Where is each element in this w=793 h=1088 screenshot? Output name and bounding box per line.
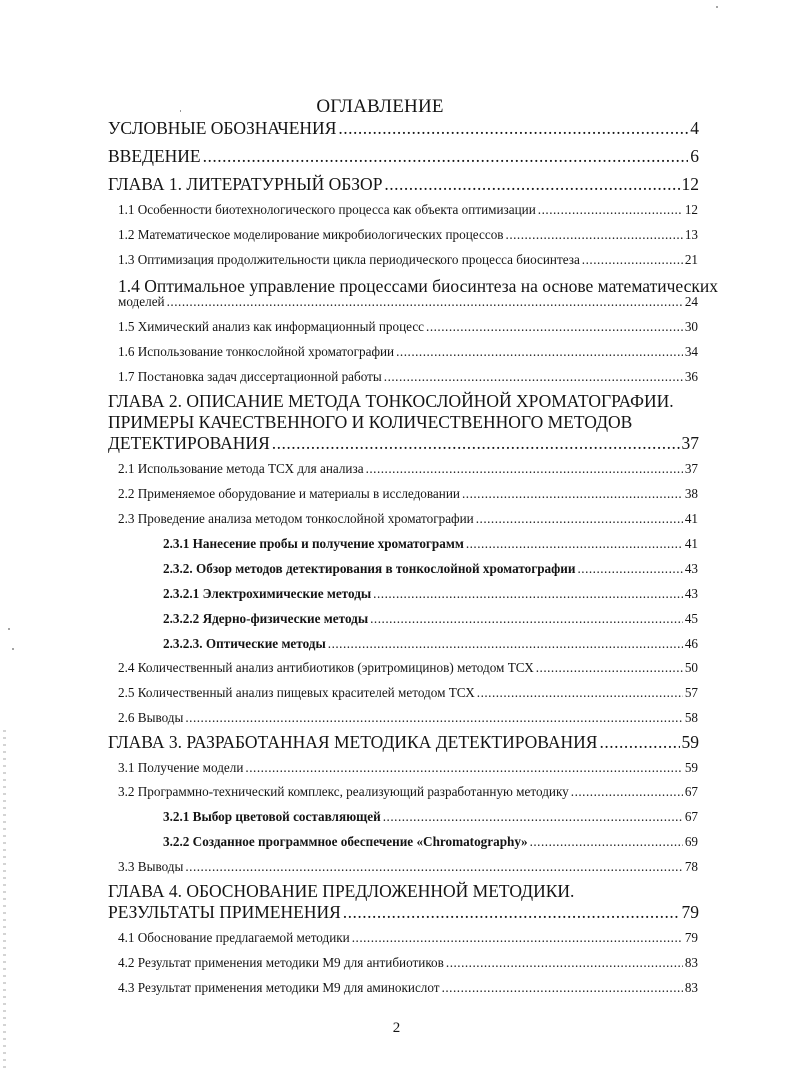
toc-section-1-7[interactable] xyxy=(118,369,698,385)
dot-leader xyxy=(538,202,683,218)
toc-page-number: 45 xyxy=(684,611,698,626)
dot-leader xyxy=(462,486,683,502)
dot-leader xyxy=(366,461,683,477)
toc-page-number: 79 xyxy=(681,902,699,922)
toc-chapter-2-line2[interactable]: ПРИМЕРЫ КАЧЕСТВЕННОГО И КОЛИЧЕСТВЕННОГО МЕТОДОВ xyxy=(108,412,633,432)
toc-section-1-4[interactable] xyxy=(118,294,698,310)
toc-section-2-3[interactable] xyxy=(118,511,698,527)
dot-leader xyxy=(442,980,683,996)
toc-page-number: 78 xyxy=(684,859,698,874)
toc-page-number: 83 xyxy=(684,955,698,970)
toc-page-number: 37 xyxy=(684,461,698,476)
toc-chapter-2-line1[interactable]: ГЛАВА 2. ОПИСАНИЕ МЕТОДА ТОНКОСЛОЙНОЙ ХРОМАТОГРАФИИ. xyxy=(108,391,674,411)
toc-section-4-3[interactable] xyxy=(118,980,698,996)
scan-speck xyxy=(716,6,718,8)
dot-leader xyxy=(338,118,688,139)
dot-leader xyxy=(383,809,683,825)
dot-leader xyxy=(506,227,683,243)
toc-section-2-5[interactable] xyxy=(118,685,698,701)
dot-leader xyxy=(582,252,683,268)
dot-leader xyxy=(466,536,683,552)
toc-entry-text: 2.3 Проведение анализа методом тонкослойной хроматографии xyxy=(118,511,474,526)
toc-page-number: 24 xyxy=(684,294,698,309)
dot-leader xyxy=(571,784,683,800)
dot-leader xyxy=(373,586,683,602)
toc-entry-text: 3.2.1 Выбор цветовой составляющей xyxy=(163,809,381,824)
toc-section-2-2[interactable] xyxy=(118,486,698,502)
toc-chapter-4-line1[interactable]: ГЛАВА 4. ОБОСНОВАНИЕ ПРЕДЛОЖЕННОЙ МЕТОДИКИ. xyxy=(108,881,575,901)
dot-leader xyxy=(384,174,679,195)
toc-entry-text: ДЕТЕКТИРОВАНИЯ xyxy=(108,433,270,453)
toc-page-number: 58 xyxy=(684,710,698,725)
toc-entry-text: моделей xyxy=(118,294,165,309)
toc-page-number: 59 xyxy=(681,732,699,752)
toc-page-number: 57 xyxy=(684,685,698,700)
toc-section-1-5[interactable] xyxy=(118,319,698,335)
toc-entry-text: 2.4 Количественный анализ антибиотиков (эритромицинов) методом ТСХ xyxy=(118,660,534,675)
dot-leader xyxy=(476,511,683,527)
toc-entry-text: 3.2 Программно-технический комплекс, реализующий разработанную методику xyxy=(118,784,569,799)
toc-section-1-3[interactable] xyxy=(118,252,698,268)
toc-entry-text: 2.3.2.3. Оптические методы xyxy=(163,636,326,651)
toc-entry-introduction[interactable] xyxy=(108,146,699,167)
toc-page-number: 36 xyxy=(684,369,698,384)
toc-section-3-3[interactable] xyxy=(118,859,698,875)
dot-leader xyxy=(577,561,682,577)
toc-page-number: 46 xyxy=(684,636,698,651)
toc-entry-text: УСЛОВНЫЕ ОБОЗНАЧЕНИЯ xyxy=(108,118,337,138)
toc-chapter-1[interactable] xyxy=(108,174,699,195)
toc-page-number: 21 xyxy=(684,252,698,267)
toc-entry-text: 3.3 Выводы xyxy=(118,859,184,874)
toc-entry-text: ГЛАВА 3. РАЗРАБОТАННАЯ МЕТОДИКА ДЕТЕКТИРОВАНИЯ xyxy=(108,732,598,752)
toc-entry-text: РЕЗУЛЬТАТЫ ПРИМЕНЕНИЯ xyxy=(108,902,341,922)
dot-leader xyxy=(446,955,683,971)
toc-entry-text: 2.1 Использование метода ТСХ для анализа xyxy=(118,461,364,476)
toc-section-1-2[interactable] xyxy=(118,227,698,243)
toc-entry-text: 4.3 Результат применения методики М9 для аминокислот xyxy=(118,980,440,995)
toc-entry-text: ГЛАВА 1. ЛИТЕРАТУРНЫЙ ОБЗОР xyxy=(108,174,383,194)
toc-chapter-3[interactable] xyxy=(108,732,699,753)
page-title: ОГЛАВЛЕНИЕ xyxy=(316,96,444,117)
toc-page-number: 43 xyxy=(684,561,698,576)
toc-subsection-3-2-1[interactable] xyxy=(163,809,698,825)
toc-entry-text: 1.2 Математическое моделирование микробиологических процессов xyxy=(118,227,504,242)
toc-section-3-1[interactable] xyxy=(118,760,698,776)
toc-entry-text: 2.5 Количественный анализ пищевых красителей методом ТСХ xyxy=(118,685,475,700)
toc-chapter-4[interactable] xyxy=(108,902,699,923)
toc-entry-text: 3.2.2 Созданное программное обеспечение «Chromatography» xyxy=(163,834,528,849)
toc-section-1-1[interactable] xyxy=(118,202,698,218)
dot-leader xyxy=(203,146,689,167)
toc-page-number: 43 xyxy=(684,586,698,601)
toc-entry-text: 3.1 Получение модели xyxy=(118,760,244,775)
toc-section-2-1[interactable] xyxy=(118,461,698,477)
toc-entry-text: 1.3 Оптимизация продолжительности цикла периодического процесса биосинтеза xyxy=(118,252,580,267)
toc-page-number: 79 xyxy=(684,930,698,945)
dot-leader xyxy=(272,433,680,454)
toc-section-3-2[interactable] xyxy=(118,784,698,800)
dot-leader xyxy=(384,369,683,385)
toc-page-number: 69 xyxy=(684,834,698,849)
toc-entry-text: 2.6 Выводы xyxy=(118,710,184,725)
toc-page-number: 59 xyxy=(684,760,698,775)
toc-entry-text: ВВЕДЕНИЕ xyxy=(108,146,201,166)
toc-page-number: 67 xyxy=(684,809,698,824)
toc-subsection-2-3-1[interactable] xyxy=(163,536,698,552)
toc-page-number: 12 xyxy=(684,202,698,217)
toc-section-2-6[interactable] xyxy=(118,710,698,726)
toc-page-number: 83 xyxy=(684,980,698,995)
toc-entry-text: 2.3.2.1 Электрохимические методы xyxy=(163,586,372,601)
dot-leader xyxy=(370,611,683,627)
toc-entry-text: 1.5 Химический анализ как информационный процесс xyxy=(118,319,425,334)
toc-entry-text: 2.3.1 Нанесение пробы и получение хроматограмм xyxy=(163,536,464,551)
toc-subsection-2-3-2-3[interactable] xyxy=(163,636,698,652)
dot-leader xyxy=(477,685,683,701)
toc-page-number: 50 xyxy=(684,660,698,675)
toc-page-number: 13 xyxy=(684,227,698,242)
toc-section-4-2[interactable] xyxy=(118,955,698,971)
toc-chapter-2[interactable] xyxy=(108,433,699,454)
scan-speck xyxy=(12,648,14,650)
dot-leader xyxy=(426,319,683,335)
dot-leader xyxy=(167,294,683,310)
toc-entry-text: 2.2 Применяемое оборудование и материалы в исследовании xyxy=(118,486,460,501)
toc-entry-text: 2.3.2. Обзор методов детектирования в тонкослойной хроматографии xyxy=(163,561,576,576)
toc-section-1-4-line1[interactable]: 1.4 Оптимальное управление процессами биосинтеза на основе математических xyxy=(118,276,718,296)
toc-section-2-4[interactable] xyxy=(118,660,698,676)
dot-leader xyxy=(536,660,683,676)
toc-entry-text: 1.7 Постановка задач диссертационной работы xyxy=(118,369,382,384)
toc-entry-text: 4.1 Обоснование предлагаемой методики xyxy=(118,930,350,945)
toc-page-number: 4 xyxy=(690,118,699,138)
toc-page-number: 34 xyxy=(684,344,698,359)
scan-margin-noise xyxy=(3,730,6,1070)
toc-page-number: 6 xyxy=(690,146,699,166)
dot-leader xyxy=(328,636,683,652)
toc-subsection-3-2-2[interactable] xyxy=(163,834,698,850)
toc-subsection-2-3-2-1[interactable] xyxy=(163,586,698,602)
dot-leader xyxy=(245,760,682,776)
toc-page-number: 37 xyxy=(681,433,699,453)
dot-leader xyxy=(343,902,680,923)
toc-entry-text: 1.6 Использование тонкослойной хроматографии xyxy=(118,344,395,359)
toc-page-number: 38 xyxy=(684,486,698,501)
toc-section-1-6[interactable] xyxy=(118,344,698,360)
toc-page-number: 67 xyxy=(684,784,698,799)
dot-leader xyxy=(352,930,683,946)
toc-page-number: 41 xyxy=(684,536,698,551)
dot-leader xyxy=(599,732,679,753)
toc-entry-text: 2.3.2.2 Ядерно-физические методы xyxy=(163,611,369,626)
toc-page-number: 41 xyxy=(684,511,698,526)
toc-subsection-2-3-2[interactable] xyxy=(163,561,698,577)
toc-entry-abbreviations[interactable] xyxy=(108,118,699,139)
dot-leader xyxy=(185,710,682,726)
toc-subsection-2-3-2-2[interactable] xyxy=(163,611,698,627)
toc-section-4-1[interactable] xyxy=(118,930,698,946)
page-number: 2 xyxy=(392,1020,401,1036)
toc-entry-text: 4.2 Результат применения методики М9 для антибиотиков xyxy=(118,955,444,970)
toc-page-number: 30 xyxy=(684,319,698,334)
dot-leader xyxy=(185,859,682,875)
dot-leader xyxy=(396,344,683,360)
scan-speck xyxy=(8,628,10,630)
toc-entry-text: 1.1 Особенности биотехнологического процесса как объекта оптимизации xyxy=(118,202,536,217)
dot-leader xyxy=(530,834,683,850)
toc-page-number: 12 xyxy=(681,174,699,194)
